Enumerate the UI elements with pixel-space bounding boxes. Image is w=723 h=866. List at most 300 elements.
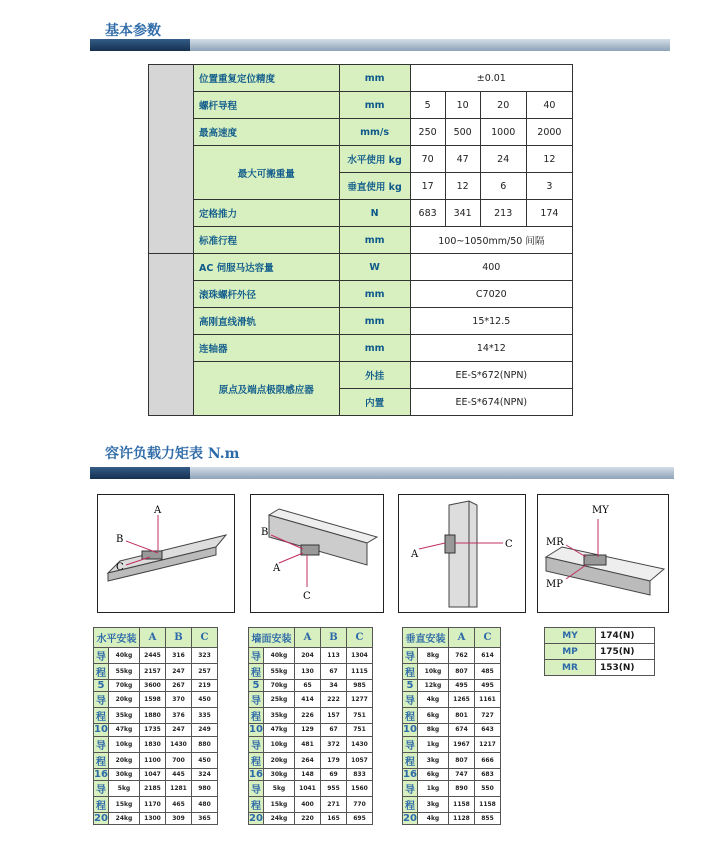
table-cell: 643 [475, 724, 501, 736]
table-cell: 1430 [347, 736, 373, 752]
table-cell: 10kg [264, 736, 295, 752]
lead-cell: 20 [249, 813, 263, 825]
moment-value: 174(N) [596, 628, 655, 644]
table-cell: 1880 [140, 708, 166, 724]
figure-vertical [398, 494, 526, 613]
table-cell: 4kg [418, 692, 449, 708]
table-cell: 309 [166, 812, 192, 824]
lead-cell: 5 [403, 680, 418, 692]
table-cell: 683 [475, 768, 501, 780]
table-row [403, 664, 501, 680]
table-cell: 47kg [264, 724, 295, 736]
table-cell: 1100 [140, 752, 166, 768]
table-cell: 485 [475, 664, 501, 680]
axis-b-label: B [261, 527, 269, 538]
speed-value: 1000 [480, 119, 526, 146]
table-cell: 129 [295, 724, 321, 736]
coupling-value: 14*12 [410, 335, 572, 362]
table-row [403, 736, 501, 752]
table-cell: 113 [321, 648, 347, 664]
stroke-value: 100~1050mm/50 间隔 [410, 227, 572, 254]
lead-cell: 20 [94, 813, 108, 825]
moment-mp-label: MP [546, 579, 563, 590]
moment-value: 175(N) [596, 644, 655, 660]
speed-value: 2000 [526, 119, 572, 146]
table-cell: 495 [449, 680, 475, 692]
moment-my-label: MY [592, 505, 609, 516]
table-cell: 550 [475, 780, 501, 796]
lead-cell: 16 [94, 768, 108, 780]
rail-label: 高刚直线滑轨 [194, 308, 340, 335]
stroke-unit: mm [339, 227, 410, 254]
table-cell: 1217 [475, 736, 501, 752]
table-cell: 4kg [418, 812, 449, 824]
section-bar-moment [90, 467, 674, 479]
table-cell: 1830 [140, 736, 166, 752]
table-cell: 335 [192, 708, 218, 724]
table-row [249, 708, 373, 724]
table-title: 水平安装 [94, 628, 140, 648]
table-row [249, 780, 373, 796]
table-cell: 226 [295, 708, 321, 724]
axis-a-label: A [154, 505, 162, 516]
table-cell: 20kg [109, 692, 140, 708]
table-row [403, 752, 501, 768]
table-row [94, 648, 218, 664]
table-cell: 450 [192, 692, 218, 708]
table-row [249, 648, 373, 664]
motor-value: 400 [410, 254, 572, 281]
coupling-label: 连轴器 [194, 335, 340, 362]
moment-key: MR [545, 660, 596, 676]
table-cell: 770 [347, 796, 373, 812]
lead-cell: 16 [249, 768, 263, 780]
table-cell: 2445 [140, 648, 166, 664]
table-cell: 481 [295, 736, 321, 752]
table-cell: 414 [295, 692, 321, 708]
table-cell: 751 [347, 724, 373, 736]
sensor-ext-label: 外挂 [339, 362, 410, 389]
table-cell: 1kg [418, 736, 449, 752]
lead-cell: 程 [403, 796, 418, 812]
lead-cell: 导 [403, 780, 418, 796]
table-cell: 10kg [418, 664, 449, 680]
lead-cell: 10 [94, 724, 108, 736]
figure-wall [250, 494, 384, 613]
sensor-label: 原点及端点极限感应器 [194, 362, 340, 416]
lead-unit: mm [339, 92, 410, 119]
table-row [94, 736, 218, 752]
table-cell: 695 [347, 812, 373, 824]
lead-cell: 10 [249, 724, 263, 736]
table-cell: 807 [449, 752, 475, 768]
table-cell: 25kg [264, 692, 295, 708]
table-cell: 34 [321, 680, 347, 692]
table-cell: 67 [321, 664, 347, 680]
table-cell: 1170 [140, 796, 166, 812]
table-row [94, 752, 218, 768]
lead-cell: 程 [249, 752, 264, 768]
table-cell: 807 [449, 664, 475, 680]
lead-cell: 导 [94, 692, 109, 708]
repeat-unit: mm [339, 65, 410, 92]
lead-value: 20 [480, 92, 526, 119]
table-cell: 365 [192, 812, 218, 824]
table-cell: 666 [475, 752, 501, 768]
table-row [94, 692, 218, 708]
moment-key: MY [545, 628, 596, 644]
table-row [94, 664, 218, 680]
table-cell: 1115 [347, 664, 373, 680]
table-cell: 3kg [418, 752, 449, 768]
repeat-label: 位置重复定位精度 [194, 65, 340, 92]
thrust-value: 683 [410, 200, 445, 227]
table-cell: 3600 [140, 680, 166, 692]
table-cell: 323 [192, 648, 218, 664]
table-cell: 1277 [347, 692, 373, 708]
section-bar-basic [90, 39, 670, 51]
table-cell: 70kg [264, 680, 295, 692]
table-cell: 614 [475, 648, 501, 664]
payload-v-value: 6 [480, 173, 526, 200]
lead-cell: 导 [403, 736, 418, 752]
payload-h-value: 24 [480, 146, 526, 173]
table-cell: 1430 [166, 736, 192, 752]
table-cell: 130 [295, 664, 321, 680]
table-cell: 20kg [109, 752, 140, 768]
speed-unit: mm/s [339, 119, 410, 146]
sensor-ext-value: EE-S*672(NPN) [410, 362, 572, 389]
lead-cell: 导 [94, 648, 109, 664]
lead-cell: 导 [249, 648, 264, 664]
table-cell: 69 [321, 768, 347, 780]
axis-c-label: C [505, 539, 513, 550]
payload-h-label: 水平使用 kg [339, 146, 410, 173]
table-cell: 1128 [449, 812, 475, 824]
lead-cell: 导 [94, 736, 109, 752]
section-title-moment: 容许负载力矩表 N.m [105, 446, 240, 462]
section-title-basic: 基本参数 [105, 23, 161, 39]
motor-unit: W [339, 254, 410, 281]
table-row [249, 812, 373, 824]
thrust-value: 174 [526, 200, 572, 227]
actuator-wall-icon [251, 495, 383, 612]
table-title: 垂直安装 [403, 628, 449, 648]
table-cell: 890 [449, 780, 475, 796]
table-cell: 247 [166, 724, 192, 736]
payload-label: 最大可搬重量 [194, 146, 340, 200]
payload-h-value: 12 [526, 146, 572, 173]
table-cell: 8kg [418, 648, 449, 664]
table-cell: 204 [295, 648, 321, 664]
table-cell: 2157 [140, 664, 166, 680]
axis-b-label: B [116, 534, 124, 545]
table-row [94, 708, 218, 724]
table-cell: 1057 [347, 752, 373, 768]
coupling-unit: mm [339, 335, 410, 362]
figure-moment [537, 494, 669, 613]
rail-value: 15*12.5 [410, 308, 572, 335]
column-header: A [295, 628, 321, 648]
table-cell: 8kg [418, 724, 449, 736]
table-cell: 833 [347, 768, 373, 780]
table-cell: 445 [166, 768, 192, 780]
table-title: 墙面安装 [249, 628, 295, 648]
table-row [249, 680, 373, 692]
sensor-int-label: 内置 [339, 389, 410, 416]
table-cell: 1304 [347, 648, 373, 664]
table-cell: 30kg [109, 768, 140, 780]
column-header: B [166, 628, 192, 648]
table-cell: 674 [449, 724, 475, 736]
moment-value: 153(N) [596, 660, 655, 676]
table-cell: 316 [166, 648, 192, 664]
table-row [94, 780, 218, 796]
table-cell: 855 [475, 812, 501, 824]
table-cell: 12kg [418, 680, 449, 692]
actuator-horizontal-icon [98, 495, 234, 612]
table-cell: 980 [192, 780, 218, 796]
table-cell: 985 [347, 680, 373, 692]
table-cell: 1560 [347, 780, 373, 796]
lead-cell: 程 [403, 664, 418, 680]
table-row [403, 692, 501, 708]
table-cell: 264 [295, 752, 321, 768]
table-cell: 1161 [475, 692, 501, 708]
rail-unit: mm [339, 308, 410, 335]
payload-h-value: 70 [410, 146, 445, 173]
lead-cell: 程 [249, 664, 264, 680]
table-row [249, 692, 373, 708]
lead-cell: 导 [249, 780, 264, 796]
lead-cell: 导 [249, 692, 264, 708]
lead-value: 40 [526, 92, 572, 119]
table-cell: 6kg [418, 768, 449, 780]
table-cell: 55kg [109, 664, 140, 680]
table-cell: 15kg [264, 796, 295, 812]
table-cell: 1300 [140, 812, 166, 824]
table-wall [248, 627, 373, 825]
table-cell: 67 [321, 724, 347, 736]
actuator-vertical-icon [399, 495, 525, 612]
table-cell: 1047 [140, 768, 166, 780]
table-cell: 2185 [140, 780, 166, 796]
motor-label: AC 伺服马达容量 [194, 254, 340, 281]
lead-cell: 16 [403, 768, 417, 780]
table-row [403, 796, 501, 812]
table-cell: 400 [295, 796, 321, 812]
table-cell: 700 [166, 752, 192, 768]
table-cell: 222 [321, 692, 347, 708]
lead-cell: 5 [94, 680, 109, 692]
table-cell: 70kg [109, 680, 140, 692]
table-cell: 15kg [109, 796, 140, 812]
table-cell: 249 [192, 724, 218, 736]
table-cell: 157 [321, 708, 347, 724]
table-row [94, 680, 218, 692]
table-cell: 1041 [295, 780, 321, 796]
lead-cell: 程 [249, 796, 264, 812]
table-row [94, 724, 218, 736]
thrust-unit: N [339, 200, 410, 227]
table-row [403, 680, 501, 692]
speed-value: 250 [410, 119, 445, 146]
table-row [403, 724, 501, 736]
speed-value: 500 [445, 119, 480, 146]
screw-label: 滚珠螺杆外径 [194, 281, 340, 308]
lead-cell: 程 [94, 708, 109, 724]
payload-h-value: 47 [445, 146, 480, 173]
column-header: A [140, 628, 166, 648]
spec-table [148, 64, 573, 416]
lead-cell: 程 [94, 752, 109, 768]
table-row [249, 752, 373, 768]
table-cell: 35kg [109, 708, 140, 724]
table-cell: 220 [295, 812, 321, 824]
speed-label: 最高速度 [194, 119, 340, 146]
table-row [403, 812, 501, 824]
axis-c-label: C [303, 591, 311, 602]
lead-cell: 程 [403, 708, 418, 724]
table-cell: 376 [166, 708, 192, 724]
axis-c-label: C [116, 562, 124, 573]
lead-cell: 程 [94, 664, 109, 680]
table-cell: 271 [321, 796, 347, 812]
table-cell: 370 [166, 692, 192, 708]
table-row [403, 768, 501, 780]
lead-cell: 导 [249, 736, 264, 752]
lead-cell: 导 [403, 648, 418, 664]
table-cell: 148 [295, 768, 321, 780]
table-cell: 65 [295, 680, 321, 692]
table-row [249, 664, 373, 680]
table-cell: 10kg [109, 736, 140, 752]
table-cell: 20kg [264, 752, 295, 768]
thrust-value: 341 [445, 200, 480, 227]
screw-value: C7020 [410, 281, 572, 308]
table-row [403, 780, 501, 796]
screw-unit: mm [339, 281, 410, 308]
lead-cell: 导 [403, 692, 418, 708]
table-cell: 257 [192, 664, 218, 680]
moment-table [544, 627, 655, 676]
table-cell: 747 [449, 768, 475, 780]
table-cell: 955 [321, 780, 347, 796]
table-cell: 495 [475, 680, 501, 692]
table-cell: 727 [475, 708, 501, 724]
table-cell: 247 [166, 664, 192, 680]
table-cell: 219 [192, 680, 218, 692]
table-horizontal [93, 627, 218, 825]
table-cell: 1735 [140, 724, 166, 736]
lead-cell: 程 [94, 796, 109, 812]
table-vertical [402, 627, 501, 825]
table-cell: 24kg [264, 812, 295, 824]
table-cell: 324 [192, 768, 218, 780]
table-cell: 465 [166, 796, 192, 812]
table-row [403, 708, 501, 724]
table-cell: 3kg [418, 796, 449, 812]
table-cell: 6kg [418, 708, 449, 724]
table-cell: 372 [321, 736, 347, 752]
thrust-label: 定格推力 [194, 200, 340, 227]
table-cell: 35kg [264, 708, 295, 724]
axis-a-label: A [273, 563, 281, 574]
payload-v-label: 垂直使用 kg [339, 173, 410, 200]
lead-value: 10 [445, 92, 480, 119]
lead-label: 螺杆导程 [194, 92, 340, 119]
table-row [249, 768, 373, 780]
table-row [249, 724, 373, 736]
lead-cell: 20 [403, 813, 417, 825]
table-cell: 1265 [449, 692, 475, 708]
table-cell: 24kg [109, 812, 140, 824]
thrust-value: 213 [480, 200, 526, 227]
actuator-moment-icon [538, 495, 668, 612]
lead-cell: 5 [249, 680, 264, 692]
table-cell: 267 [166, 680, 192, 692]
moment-mr-label: MR [546, 537, 564, 548]
table-cell: 40kg [264, 648, 295, 664]
table-cell: 1kg [418, 780, 449, 796]
moment-key: MP [545, 644, 596, 660]
table-cell: 1158 [449, 796, 475, 812]
table-row [403, 648, 501, 664]
column-header: C [347, 628, 373, 648]
payload-v-value: 17 [410, 173, 445, 200]
table-cell: 47kg [109, 724, 140, 736]
table-cell: 1967 [449, 736, 475, 752]
table-cell: 762 [449, 648, 475, 664]
payload-v-value: 3 [526, 173, 572, 200]
table-cell: 480 [192, 796, 218, 812]
lead-cell: 10 [403, 724, 417, 736]
table-row [249, 736, 373, 752]
sensor-int-value: EE-S*674(NPN) [410, 389, 572, 416]
table-cell: 880 [192, 736, 218, 752]
table-cell: 30kg [264, 768, 295, 780]
table-row [94, 812, 218, 824]
table-cell: 1281 [166, 780, 192, 796]
figure-horizontal [97, 494, 235, 613]
lead-cell: 导 [94, 780, 109, 796]
repeat-value: ±0.01 [410, 65, 572, 92]
table-row [249, 796, 373, 812]
column-header: C [475, 628, 501, 648]
table-cell: 1158 [475, 796, 501, 812]
table-cell: 165 [321, 812, 347, 824]
table-cell: 5kg [264, 780, 295, 796]
table-cell: 1598 [140, 692, 166, 708]
lead-cell: 程 [249, 708, 264, 724]
table-cell: 179 [321, 752, 347, 768]
table-row [94, 796, 218, 812]
table-cell: 5kg [109, 780, 140, 796]
column-header: A [449, 628, 475, 648]
column-header: C [192, 628, 218, 648]
stroke-label: 标准行程 [194, 227, 340, 254]
table-cell: 801 [449, 708, 475, 724]
table-cell: 450 [192, 752, 218, 768]
lead-value: 5 [410, 92, 445, 119]
table-cell: 55kg [264, 664, 295, 680]
axis-a-label: A [411, 549, 419, 560]
table-row [94, 768, 218, 780]
table-cell: 751 [347, 708, 373, 724]
column-header: B [321, 628, 347, 648]
lead-cell: 程 [403, 752, 418, 768]
table-cell: 40kg [109, 648, 140, 664]
